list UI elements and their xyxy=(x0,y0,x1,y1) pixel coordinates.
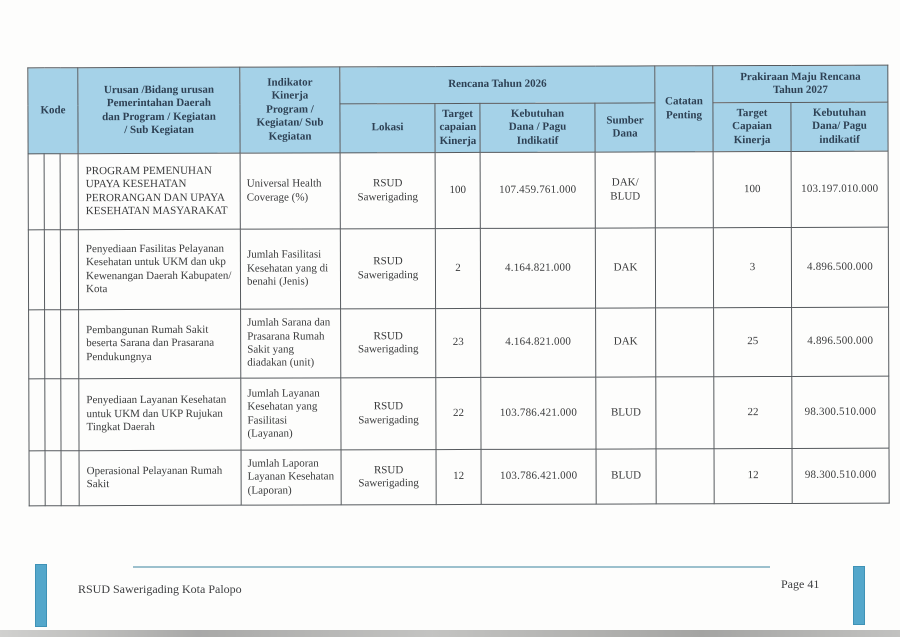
table-row xyxy=(29,307,889,379)
cell-sumber-dana: BLUD xyxy=(596,449,656,504)
cell-target-2026: 22 xyxy=(436,377,481,449)
col-header-dana-2027: Kebutuhan Dana/ Pagu indikatif xyxy=(791,102,888,151)
scan-edge-shadow xyxy=(0,630,900,637)
cell-urusan: Penyediaan Layanan Kesehatan untuk UKM dan UKP Rujukan Tingkat Daerah xyxy=(79,378,241,451)
cell-urusan: Pembangunan Rumah Sakit beserta Sarana dan Prasarana Pendukungnya xyxy=(79,309,241,379)
cell-target-2027: 22 xyxy=(714,376,792,448)
cell-target-2026: 12 xyxy=(436,449,481,504)
cell-urusan: Operasional Pelayanan Rumah Sakit xyxy=(79,450,241,506)
table-header xyxy=(28,65,888,154)
col-header-kode: Kode xyxy=(28,68,78,154)
cell-kode-2 xyxy=(44,154,60,230)
cell-kode-3 xyxy=(61,379,79,451)
cell-kode-3 xyxy=(60,154,78,230)
table-row xyxy=(29,448,889,506)
col-header-urusan: Urusan /Bidang urusan Pemerintahan Daerah dan Program / Kegiatan / Sub Kegiatan xyxy=(78,67,240,154)
col-header-indikator: Indikator Kinerja Program / Kegiatan/ Sub Kegiatan xyxy=(240,67,340,153)
cell-target-2027: 25 xyxy=(714,307,792,376)
footer-org-name: RSUD Sawerigading Kota Palopo xyxy=(78,582,242,596)
cell-sumber-dana: DAK/ BLUD xyxy=(595,152,655,228)
planning-table xyxy=(27,65,889,507)
cell-kode-2 xyxy=(45,379,61,451)
cell-indikator: Jumlah Fasilitasi Kesehatan yang di benahi (Jenis) xyxy=(240,229,340,309)
footer-accent-bar-right xyxy=(853,566,865,625)
col-header-target-2026: Target capaian Kinerja xyxy=(435,103,480,152)
cell-dana-2027: 98.300.510.000 xyxy=(792,448,889,503)
cell-kode-3 xyxy=(60,230,78,310)
cell-kode-1 xyxy=(29,451,45,506)
col-header-dana-2026: Kebutuhan Dana / Pagu Indikatif xyxy=(480,103,595,152)
cell-target-2026: 100 xyxy=(435,152,480,228)
cell-sumber-dana: DAK xyxy=(595,228,655,308)
cell-dana-2027: 4.896.500.000 xyxy=(792,307,889,376)
cell-target-2026: 23 xyxy=(436,308,481,377)
cell-dana-2027: 103.197.010.000 xyxy=(791,151,888,227)
page-number: Page 41 xyxy=(781,577,820,591)
cell-kode-2 xyxy=(45,451,61,506)
cell-target-2027: 100 xyxy=(713,151,791,227)
cell-dana-2026: 4.164.821.000 xyxy=(480,228,595,308)
table-row xyxy=(28,227,888,310)
cell-lokasi: RSUD Sawerigading xyxy=(340,153,435,229)
cell-kode-3 xyxy=(61,310,79,379)
cell-indikator: Universal Health Coverage (%) xyxy=(240,153,340,229)
cell-target-2026: 2 xyxy=(435,228,480,308)
cell-dana-2026: 107.459.761.000 xyxy=(480,152,595,228)
cell-catatan xyxy=(655,152,713,228)
planning-table-wrapper xyxy=(27,65,889,507)
col-header-catatan: Catatan Penting xyxy=(655,66,713,152)
cell-lokasi: RSUD Sawerigading xyxy=(341,450,436,505)
table-row xyxy=(28,151,888,230)
cell-lokasi: RSUD Sawerigading xyxy=(341,378,436,450)
col-header-sumber-dana: Sumber Dana xyxy=(595,103,655,152)
cell-kode-1 xyxy=(28,154,44,230)
cell-kode-1 xyxy=(29,310,45,379)
cell-dana-2026: 4.164.821.000 xyxy=(481,308,596,377)
cell-sumber-dana: DAK xyxy=(596,308,656,377)
cell-dana-2027: 98.300.510.000 xyxy=(792,376,889,448)
cell-catatan xyxy=(656,377,714,449)
cell-indikator: Jumlah Sarana dan Prasarana Rumah Sakit yang diadakan (unit) xyxy=(241,309,341,378)
cell-kode-3 xyxy=(61,451,79,506)
cell-urusan: Penyediaan Fasilitas Pelayanan Kesehatan untuk UKM dan ukp Kewenangan Daerah Kabupaten/ Kota xyxy=(78,229,240,310)
cell-dana-2027: 4.896.500.000 xyxy=(791,227,888,307)
col-header-lokasi: Lokasi xyxy=(340,104,435,153)
cell-target-2027: 12 xyxy=(714,448,792,503)
cell-indikator: Jumlah Laporan Layanan Kesehatan (Laporan) xyxy=(241,450,341,505)
col-header-target-2027: Target Capaian Kinerja xyxy=(713,102,791,151)
cell-dana-2026: 103.786.421.000 xyxy=(481,449,596,504)
cell-catatan xyxy=(656,449,714,504)
footer-accent-bar-left xyxy=(35,564,47,627)
cell-indikator: Jumlah Layanan Kesehatan yang Fasilitasi (Layanan) xyxy=(241,378,341,450)
cell-catatan xyxy=(655,228,713,308)
cell-catatan xyxy=(656,308,714,377)
table-body xyxy=(28,151,889,506)
col-header-rencana-2026: Rencana Tahun 2026 xyxy=(340,66,655,104)
footer-rule xyxy=(133,566,770,568)
cell-kode-1 xyxy=(28,230,44,310)
cell-sumber-dana: BLUD xyxy=(596,377,656,449)
cell-kode-2 xyxy=(44,230,60,310)
cell-dana-2026: 103.786.421.000 xyxy=(481,377,596,449)
cell-urusan: PROGRAM PEMENUHAN UPAYA KESEHATAN PERORANGAN DAN UPAYA KESEHATAN MASYARAKAT xyxy=(78,153,240,230)
cell-lokasi: RSUD Sawerigading xyxy=(340,229,435,309)
cell-kode-2 xyxy=(45,310,61,379)
cell-target-2027: 3 xyxy=(713,227,791,307)
table-row xyxy=(29,376,889,451)
cell-kode-1 xyxy=(29,379,45,451)
cell-lokasi: RSUD Sawerigading xyxy=(341,309,436,378)
col-header-prakiraan-2027: Prakiraan Maju Rencana Tahun 2027 xyxy=(713,65,888,103)
